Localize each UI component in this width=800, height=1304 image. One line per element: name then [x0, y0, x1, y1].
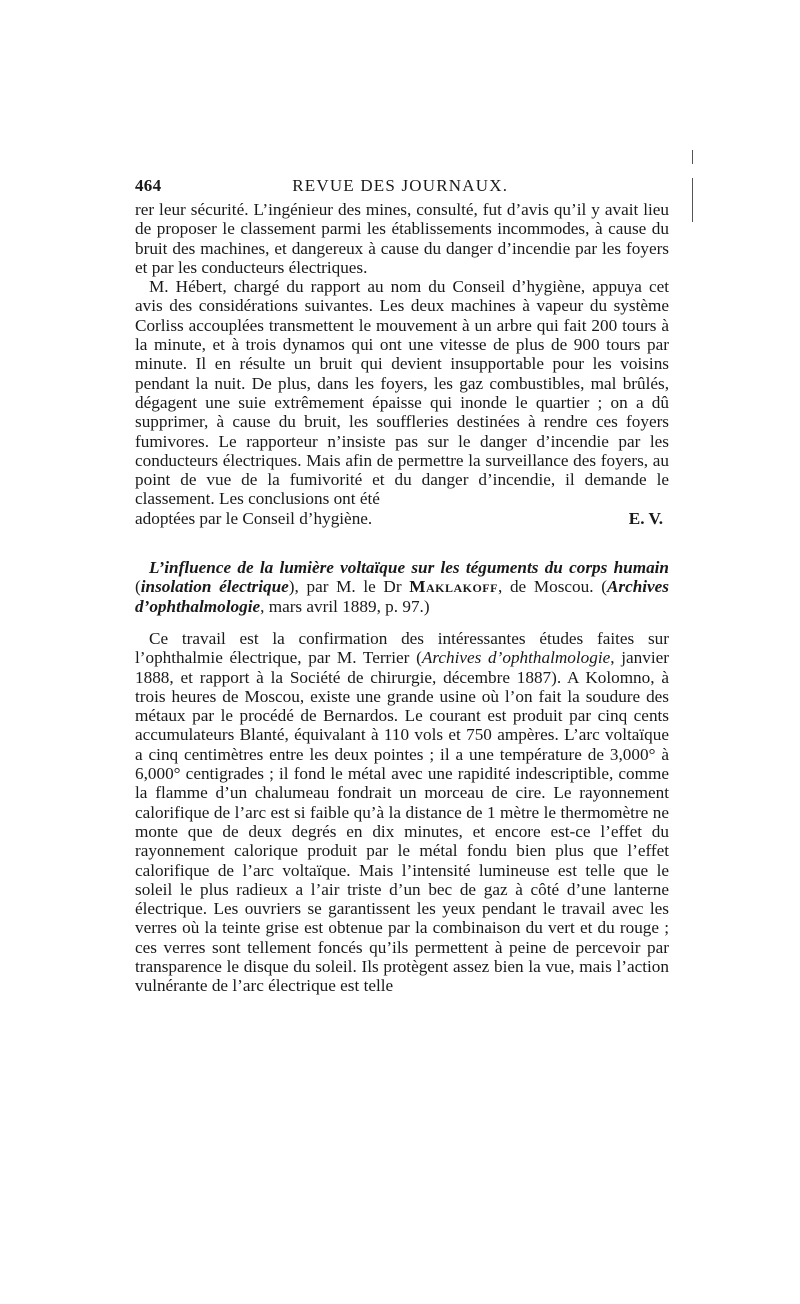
author-name: Maklakoff: [409, 577, 498, 597]
article-subtitle: insolation électrique: [140, 577, 289, 597]
article-heading: L’influence de la lumière voltaïque sur les téguments du corps humain (insolation électrique), par M. le Dr Maklakoff, de Moscou. (Archives d’ophthalmologie, mars avril 1889, p. 97.): [135, 558, 669, 616]
journal-reference: Archives d’ophthalmologie: [421, 648, 611, 668]
running-title: REVUE DES JOURNAUX.: [292, 176, 509, 195]
text-run: Ce travail est la confirmation des intéressantes études faites sur l’ophthalmie électrique, par M. Terrier (: [135, 628, 669, 668]
citation-details: , mars avril 1889, p. 97.): [260, 596, 430, 616]
text-run: , janvier 1888, et rapport à la Société de chirurgie, décembre 1887). A Kolomno, à trois heures de Moscou, existe une grande usine où l’on fait la soudure des métaux par le procédé de Bernardos. Le courant est produit par cinq cents accumulateurs Blanté, équivalant à 110 vols et 750 ampères. L’arc voltaïque a cinq centimètres entre les deux pointes ; il a une température de 3,000° à 6,000° centigrades ; il fond le métal avec une rapidité indescriptible, comme la flamme d’un chalumeau fondrait un morceau de cire. Le rayonnement calorifique de l’arc est si faible qu’à la distance de 1 mètre le thermomètre ne monte que de deux degrés en dix minutes, et encore est-ce l’effet du rayonnement calorique produit par le métal fondu bien plus que l’effet calorifique de l’arc voltaïque. Mais l’intensité lumineuse est telle que le soleil le plus radieux a l’air triste d’un bec de gaz à côté d’une lanterne électrique. Les ouvriers se garantissent les yeux pendant le travail avec les verres où la teinte grise est obtenue par la combinaison du vert et du rouge ; ces verres sont tellement foncés qu’ils permettent à peine de percevoir par transparence le disque du soleil. Ils protègent assez bien la vue, mais l’action vulnérante de l’arc électrique est telle: [135, 648, 669, 996]
journal-title: Archives d’ophthalmologie: [135, 577, 669, 616]
scan-edge-mark: [692, 178, 693, 222]
paragraph: rer leur sécurité. L’ingénieur des mines, consulté, fut d’avis qu’il y avait lieu de proposer le classement parmi les établissements incommodes, à cause du bruit des machines, et dangereux à cause du danger d’incendie par les foyers et par les conducteurs électriques.: [135, 200, 669, 277]
page-number: 464: [135, 176, 162, 195]
author-place: de Moscou.: [509, 577, 594, 597]
author-signature: E. V.: [628, 508, 663, 528]
paragraph: M. Hébert, chargé du rapport au nom du Conseil d’hygiène, appuya cet avis des considérations suivantes. Les deux machines à vapeur du système Corliss accouplées transmettent le mouvement à un arbre qui fait 200 tours à la minute, et à trois dynamos qui ont une vitesse de plus de 900 tours par minute. Il en résulte un bruit qui devient insupportable pour les voisins pendant la nuit. De plus, dans les foyers, les gaz combustibles, mal brûlés, dégagent une suie extrêmement épaisse qui inonde le quartier ; on a dû supprimer, à cause du bruit, les souffleries destinées à rendre ces foyers fumivores. Le rapporteur n’insiste pas sur le danger d’incendie par les conducteurs électriques. Mais afin de permettre la surveillance des foyers, au point de vue de la fumivorité et du danger d’incendie, il demande le classement. Les conclusions ont été: [135, 277, 669, 509]
paragraph-closing-line: [135, 509, 669, 528]
paragraph: [135, 629, 669, 996]
page-header: [135, 176, 669, 196]
article-title: L’influence de la lumière voltaïque sur les téguments du corps humain: [149, 558, 669, 578]
paragraph-last-line: adoptées par le Conseil d’hygiène.: [135, 508, 373, 528]
book-page: [135, 176, 669, 996]
byline: par M. le Dr: [306, 577, 402, 597]
scan-edge-mark: [692, 150, 693, 164]
